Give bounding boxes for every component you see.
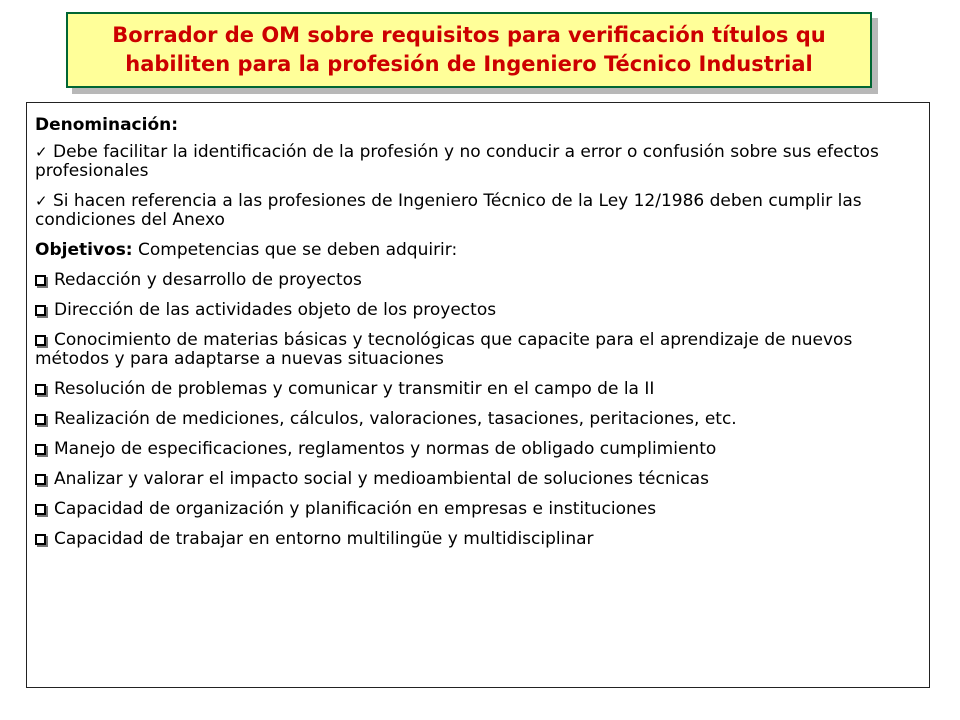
competencia-item [35,331,921,369]
content-box [26,102,930,688]
square-bullet-icon [35,335,46,346]
competencia-item [35,410,921,429]
competencia-item [35,380,921,399]
competencia-text: Manejo de especificaciones, reglamentos y normas de obligado cumplimiento [54,439,717,459]
denominacion-item [35,143,921,181]
competencia-text: Conocimiento de materias básicas y tecnológicas que capacite para el aprendizaje de nuevos métodos y para adaptarse a nuevas situaciones [35,330,853,369]
title-box [66,12,872,88]
square-bullet-icon [35,474,46,485]
denominacion-item-text: Debe facilitar la identificación de la profesión y no conducir a error o confusión sobre sus efectos profesionales [35,142,879,181]
denominacion-item [35,192,921,230]
competencia-item [35,271,921,290]
square-bullet-icon [35,534,46,545]
objetivos-label: Objetivos: [35,240,133,260]
title-line-1: Borrador de OM sobre requisitos para verificación títulos qu [112,23,826,47]
square-bullet-icon [35,384,46,395]
competencia-text: Dirección de las actividades objeto de los proyectos [54,300,497,320]
denominacion-item-text: Si hacen referencia a las profesiones de Ingeniero Técnico de la Ley 12/1986 deben cumplir las condiciones del Anexo [35,191,862,230]
competencia-text: Analizar y valorar el impacto social y medioambiental de soluciones técnicas [54,469,709,489]
square-bullet-icon [35,305,46,316]
competencia-item [35,301,921,320]
competencia-text: Resolución de problemas y comunicar y transmitir en el campo de la II [54,379,655,399]
checkmark-icon: ✓ [35,143,48,161]
square-bullet-icon [35,414,46,425]
denominacion-heading: Denominación: [35,115,179,135]
competencia-text: Redacción y desarrollo de proyectos [54,270,362,290]
checkmark-icon: ✓ [35,192,48,210]
competencia-text: Realización de mediciones, cálculos, valoraciones, tasaciones, peritaciones, etc. [54,409,737,429]
objetivos-text: Competencias que se deben adquirir: [132,240,458,260]
square-bullet-icon [35,275,46,286]
square-bullet-icon [35,504,46,515]
competencia-item [35,440,921,459]
competencia-item [35,530,921,549]
competencia-item [35,470,921,489]
objetivos-line [35,241,921,260]
competencia-text: Capacidad de organización y planificación en empresas e instituciones [54,499,657,519]
competencia-text: Capacidad de trabajar en entorno multilingüe y multidisciplinar [54,529,594,549]
title-line-2: habiliten para la profesión de Ingeniero Técnico Industrial [125,52,813,76]
competencia-item [35,500,921,519]
square-bullet-icon [35,444,46,455]
